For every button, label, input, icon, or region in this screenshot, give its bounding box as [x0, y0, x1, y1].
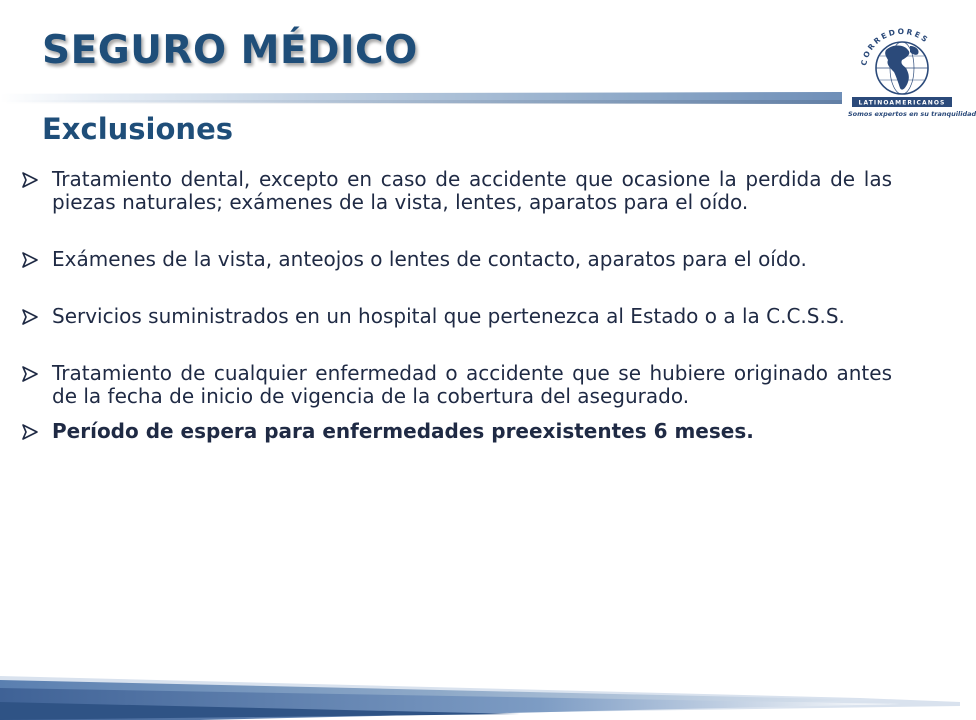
- exclusion-text: Exámenes de la vista, anteojos o lentes de contacto, aparatos para el oído.: [52, 247, 807, 271]
- exclusion-item: [22, 168, 892, 214]
- arrow-bullet-icon: [22, 309, 38, 325]
- arrow-bullet-icon: [22, 366, 38, 382]
- exclusion-item: [22, 362, 892, 408]
- arrow-bullet-icon: [22, 424, 38, 440]
- globe-americas-icon: [876, 42, 928, 94]
- bottom-decorative-band: [0, 662, 960, 720]
- exclusions-list: [22, 168, 892, 443]
- exclusion-text: Tratamiento dental, excepto en caso de accidente que ocasione la perdida de las piezas naturales; exámenes de la vista, lentes, aparatos para el oído.: [52, 167, 892, 214]
- exclusion-text: Tratamiento de cualquier enfermedad o accidente que se hubiere originado antes de la fecha de inicio de vigencia de la cobertura del asegurado.: [52, 361, 892, 408]
- arrow-bullet-icon: [22, 252, 38, 268]
- arrow-bullet-icon: [22, 172, 38, 188]
- logo-band-text: LATINOAMERICANOS: [858, 99, 946, 107]
- title-underline-shadow: [0, 100, 842, 104]
- exclusion-text: Servicios suministrados en un hospital que pertenezca al Estado o a la C.C.S.S.: [52, 304, 845, 328]
- logo-tagline: Somos expertos en su tranquilidad: [848, 110, 976, 118]
- slide-subtitle: Exclusiones: [42, 112, 233, 146]
- exclusion-item: [22, 305, 892, 328]
- slide-title: SEGURO MÉDICO: [42, 28, 418, 73]
- exclusion-text: Período de espera para enfermedades preexistentes 6 meses.: [52, 419, 754, 443]
- exclusion-item: [22, 248, 892, 271]
- company-logo: [846, 10, 976, 120]
- logo-arc-text: CORREDORES: [859, 26, 931, 67]
- exclusion-item-waiting-period: [22, 420, 892, 443]
